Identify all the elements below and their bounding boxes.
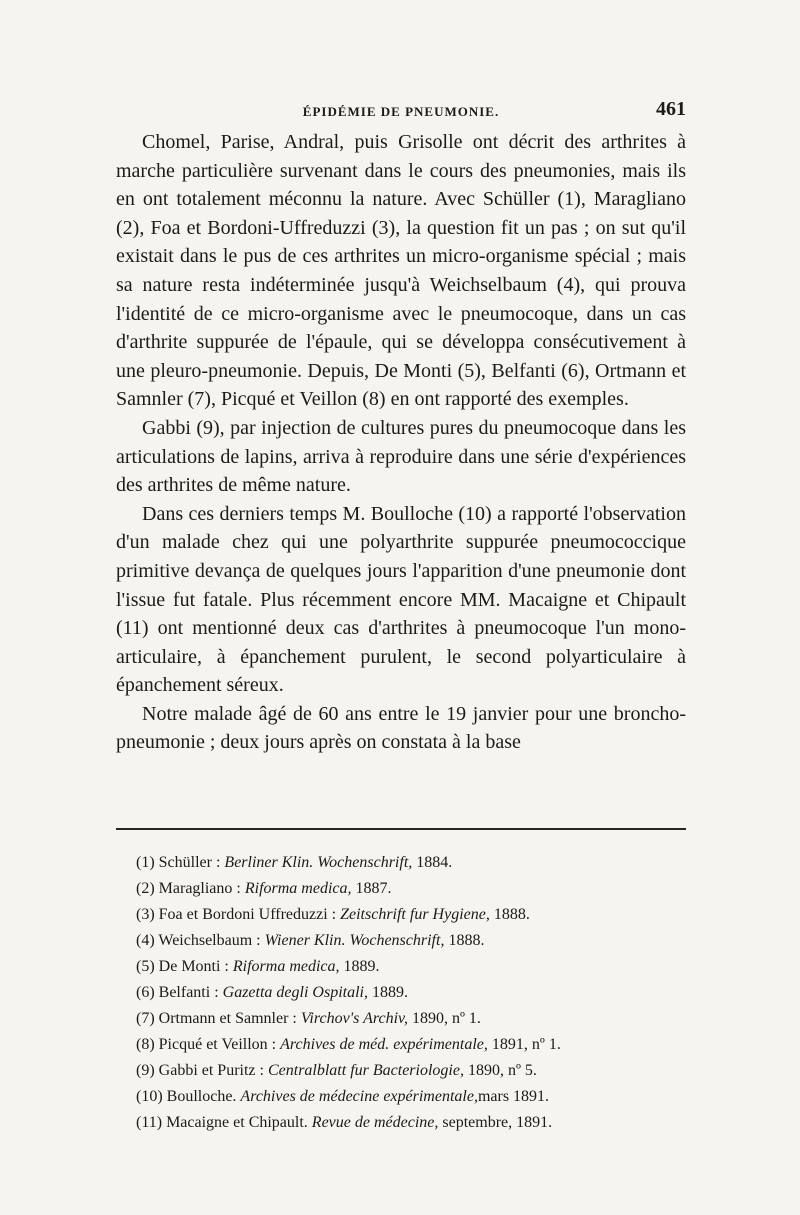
footnote-details: 1888.: [444, 932, 485, 949]
paragraph: Chomel, Parise, Andral, puis Grisolle ont décrit des arthrites à marche particulière survenant dans le cours des pneumonies, mais ils en ont totalement méconnu la nature. Avec Schüller (1), Maragliano (2), Foa et Bordoni-Uffreduzzi (3), la question fit un pas ; on sut qu'il existait dans le pus de ces arthrites un micro-organisme spécial ; mais sa nature resta indéterminée jusqu'à Weichselbaum (4), qui prouva l'identité de ce micro-organisme avec le pneumocoque, dans un cas d'arthrite suppurée de l'épaule, qui se développa consécutivement à une pleuro-pneumonie. Depuis, De Monti (5), Belfanti (6), Ortmann et Samnler (7), Picqué et Veillon (8) en ont rapporté des exemples.: [116, 131, 686, 411]
footnote-details: 1884.: [412, 854, 453, 871]
footnote: [136, 1006, 696, 1032]
footnote-author: Foa et Bordoni Uffreduzzi :: [158, 906, 341, 923]
page-number: 461: [656, 98, 686, 120]
footnote: [136, 1110, 696, 1136]
footnote-source: Riforma medica,: [232, 958, 340, 975]
footnote-author: Gabbi et Puritz :: [158, 1062, 268, 1079]
footnote: [136, 902, 696, 928]
footnote-author: Picqué et Veillon :: [158, 1036, 281, 1053]
footnote-source: Revue de médecine,: [311, 1114, 439, 1131]
footnote-details: septembre, 1891.: [438, 1114, 553, 1131]
footnote: [136, 928, 696, 954]
footnote-number: (2): [136, 880, 155, 897]
footnote-number: (3): [136, 906, 155, 923]
footnote-number: (8): [136, 1036, 155, 1053]
body-text: [116, 128, 686, 757]
footnote-author: Belfanti :: [158, 984, 223, 1001]
footnote-author: De Monti :: [158, 958, 233, 975]
paragraph: Gabbi (9), par injection de cultures pures du pneumocoque dans les articulations de lapins, arriva à reproduire dans une série d'expériences des arthrites de même nature.: [116, 416, 686, 497]
footnote-details: 1887.: [351, 880, 392, 897]
footnote-source: Riforma medica,: [244, 880, 352, 897]
footnote: [136, 954, 696, 980]
footnote-number: (1): [136, 854, 155, 871]
footnote-number: (7): [136, 1010, 155, 1027]
footnote-source: Gazetta degli Ospitali,: [222, 984, 368, 1001]
footnote-number: (10): [136, 1088, 163, 1105]
footnote: [136, 850, 696, 876]
footnote: [136, 1032, 696, 1058]
page-header: [116, 98, 686, 124]
footnote-author: Schüller :: [158, 854, 225, 871]
footnote: [136, 1058, 696, 1084]
footnote-details: 1890, nº 5.: [463, 1062, 537, 1079]
footnote-source: Wiener Klin. Wochenschrift,: [264, 932, 445, 949]
footnote-source: Archives de méd. expérimentale,: [280, 1036, 488, 1053]
footnote-details: 1888.: [489, 906, 530, 923]
footnote-details: 1889.: [339, 958, 380, 975]
footnote-source: Archives de médecine expérimentale,: [240, 1088, 478, 1105]
running-title: ÉPIDÉMIE DE PNEUMONIE.: [302, 104, 500, 119]
paragraph: Notre malade âgé de 60 ans entre le 19 janvier pour une broncho-pneumonie ; deux jours après on constata à la base: [116, 702, 686, 754]
footnote-details: 1891, nº 1.: [487, 1036, 561, 1053]
footnote-source: Zeitschrift fur Hygiene,: [340, 906, 490, 923]
footnote: [136, 1084, 696, 1110]
footnote-number: (9): [136, 1062, 155, 1079]
footnote-author: Weichselbaum :: [158, 932, 265, 949]
footnote-author: Maragliano :: [158, 880, 245, 897]
footnote-number: (11): [136, 1114, 163, 1131]
footnote-number: (6): [136, 984, 155, 1001]
footnote-details: mars 1891.: [477, 1088, 550, 1105]
footnote-source: Virchov's Archiv,: [300, 1010, 408, 1027]
footnote-details: 1889.: [367, 984, 408, 1001]
footnote-author: Macaigne et Chipault.: [166, 1114, 312, 1131]
footnote-source: Berliner Klin. Wochenschrift,: [224, 854, 413, 871]
paragraph: Dans ces derniers temps M. Boulloche (10) a rapporté l'observation d'un malade chez qui une polyarthrite suppurée pneumococcique primitive devança de quelques jours l'apparition d'une pneumonie dont l'issue fut fatale. Plus récemment encore MM. Macaigne et Chipault (11) ont mentionné deux cas d'arthrites à pneumocoque l'un mono-articulaire, à épanchement purulent, le second polyarticulaire à épanchement séreux.: [116, 502, 686, 697]
footnote: [136, 876, 696, 902]
footnotes: [136, 850, 696, 1136]
footnote-number: (4): [136, 932, 155, 949]
footnote-number: (5): [136, 958, 155, 975]
footnote-details: 1890, nº 1.: [407, 1010, 481, 1027]
footnote-author: Boulloche.: [166, 1088, 241, 1105]
footnote-divider: [116, 828, 686, 830]
footnote-author: Ortmann et Samnler :: [158, 1010, 301, 1027]
footnote-source: Centralblatt fur Bacteriologie,: [267, 1062, 464, 1079]
footnote: [136, 980, 696, 1006]
